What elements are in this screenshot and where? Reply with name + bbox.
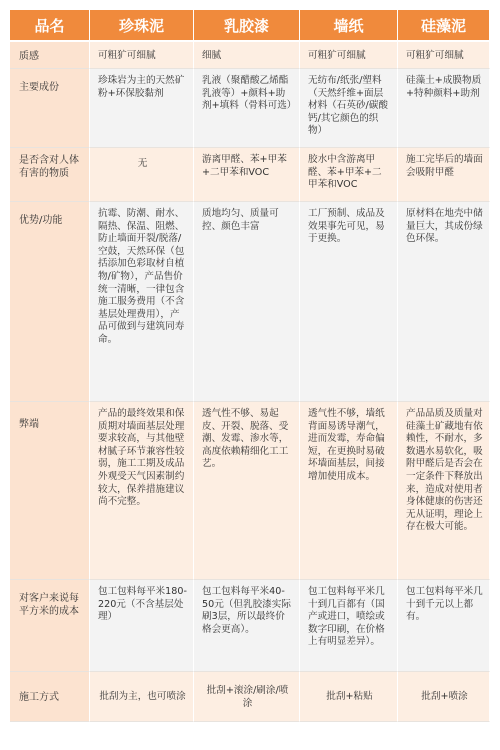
cell-pearl-clay: 珍珠岩为主的天然矿粉+环保胶黏剂	[98, 75, 185, 99]
header-diatom-mud: 硅藻泥	[398, 10, 490, 42]
header-row	[10, 10, 490, 42]
cell-latex-paint: 质地均匀、质量可控、颜色丰富	[202, 208, 279, 232]
cell-wallpaper: 胶水中含游离甲醛、苯+甲苯+二甲苯和VOC	[308, 154, 382, 191]
cell-wallpaper: 可粗犷可细腻	[308, 49, 366, 61]
cell-pearl-clay: 批刮为主，也可喷涂	[99, 691, 186, 703]
row-harmful-substances	[10, 148, 490, 202]
cell-latex-paint: 游离甲醛、苯+甲苯+二甲苯和VOC	[202, 154, 287, 178]
cell-diatom-mud: 包工包料每平米几十到千元以上都有。	[406, 586, 483, 623]
cell-pearl-clay: 无	[137, 158, 148, 169]
row-label: 是否含对人体有害的物质	[19, 155, 79, 179]
row-label: 优势/功能	[19, 215, 63, 226]
cell-wallpaper: 透气性不够，墙纸背面易诱导潮气，进而发霉，寿命偏短，在更换时易破坏墙面基层，间接增加使用成本。	[308, 408, 385, 482]
cell-diatom-mud: 原材料在地壳中储量巨大，其成份绿色环保。	[406, 208, 483, 245]
header-latex-paint: 乳胶漆	[194, 10, 300, 42]
row-disadvantages	[10, 402, 490, 580]
row-label: 弊端	[19, 419, 39, 430]
row-construction-method	[10, 672, 490, 722]
cell-latex-paint: 乳液（聚醋酸乙烯酯乳液等）+颜料+助剂+填料（骨料可选）	[202, 75, 297, 112]
material-comparison-table	[10, 10, 490, 722]
row-label: 主要成份	[19, 82, 59, 93]
cell-diatom-mud: 硅藻土+成膜物质+特种颜料+助剂	[406, 75, 482, 99]
row-advantages	[10, 202, 490, 402]
cell-latex-paint: 批刮+滚涂/刷涂/喷涂	[206, 684, 289, 709]
cell-latex-paint: 透气性不够、易起皮、开裂、脱落、受潮、发霉、渗水等，高度依赖精细化工工艺。	[202, 408, 289, 470]
row-label: 质感	[19, 50, 39, 62]
comparison-table-wrapper	[10, 10, 490, 740]
cell-pearl-clay: 可粗犷可细腻	[98, 49, 156, 61]
cell-diatom-mud: 可粗犷可细腻	[406, 49, 464, 61]
row-texture	[10, 42, 490, 69]
cell-latex-paint: 细腻	[202, 49, 222, 61]
header-pearl-clay: 珍珠泥	[90, 10, 194, 42]
cell-wallpaper: 无纺布/纸张/塑料（天然纤维+面层材料（石英砂/碳酸钙/其它颜色的织物）	[308, 75, 388, 137]
cell-pearl-clay: 产品的最终效果和保质期对墙面基层处理要求较高，与其他壁材腻子环节兼容性较弱，施工工期及成品外观受天气因素制约较大，保养措施建议尚不完整。	[98, 408, 185, 508]
cell-pearl-clay: 抗霉、防潮、耐水、隔热、保温、阻燃、防止墙面开裂/脱落/空鼓，天然环保（包括添加色彩取材自植物/矿物），产品售价统一清晰，一律包含施工服务费用（不含基层处理费用），产品可做到与建筑同寿命。	[98, 208, 185, 345]
cell-diatom-mud: 批刮+喷涂	[421, 691, 468, 703]
cell-wallpaper: 包工包料每平米几十到几百都有（国产或进口，喷绘或数字印刷，在价格上有明显差异）。	[308, 586, 385, 648]
row-cost-per-sqm	[10, 580, 490, 672]
row-label: 施工方式	[19, 692, 59, 703]
cell-diatom-mud: 施工完毕后的墙面会吸附甲醛	[406, 154, 483, 178]
cell-pearl-clay: 包工包料每平米180-220元（不含基层处理）	[98, 586, 187, 623]
cell-diatom-mud: 产品品质及质量对硅藻土矿藏地有依赖性，不耐水，多数遇水易软化，吸附甲醛后是否会在一定条件下释放出来，造成对使用者身体健康的伤害还无从证明，理论上存在极大可能。	[406, 408, 483, 533]
cell-wallpaper: 批刮+粘贴	[326, 691, 373, 703]
header-product-name: 品名	[10, 10, 90, 42]
cell-wallpaper: 工厂预制、成品及效果事先可见，易于更换。	[308, 208, 385, 245]
row-label: 对客户来说每平方米的成本	[19, 593, 79, 617]
cell-latex-paint: 包工包料每平米40-50元（但乳胶漆实际刷3层，所以最终价格会更高）。	[202, 586, 291, 635]
header-wallpaper: 墙纸	[300, 10, 398, 42]
row-main-ingredients	[10, 69, 490, 148]
